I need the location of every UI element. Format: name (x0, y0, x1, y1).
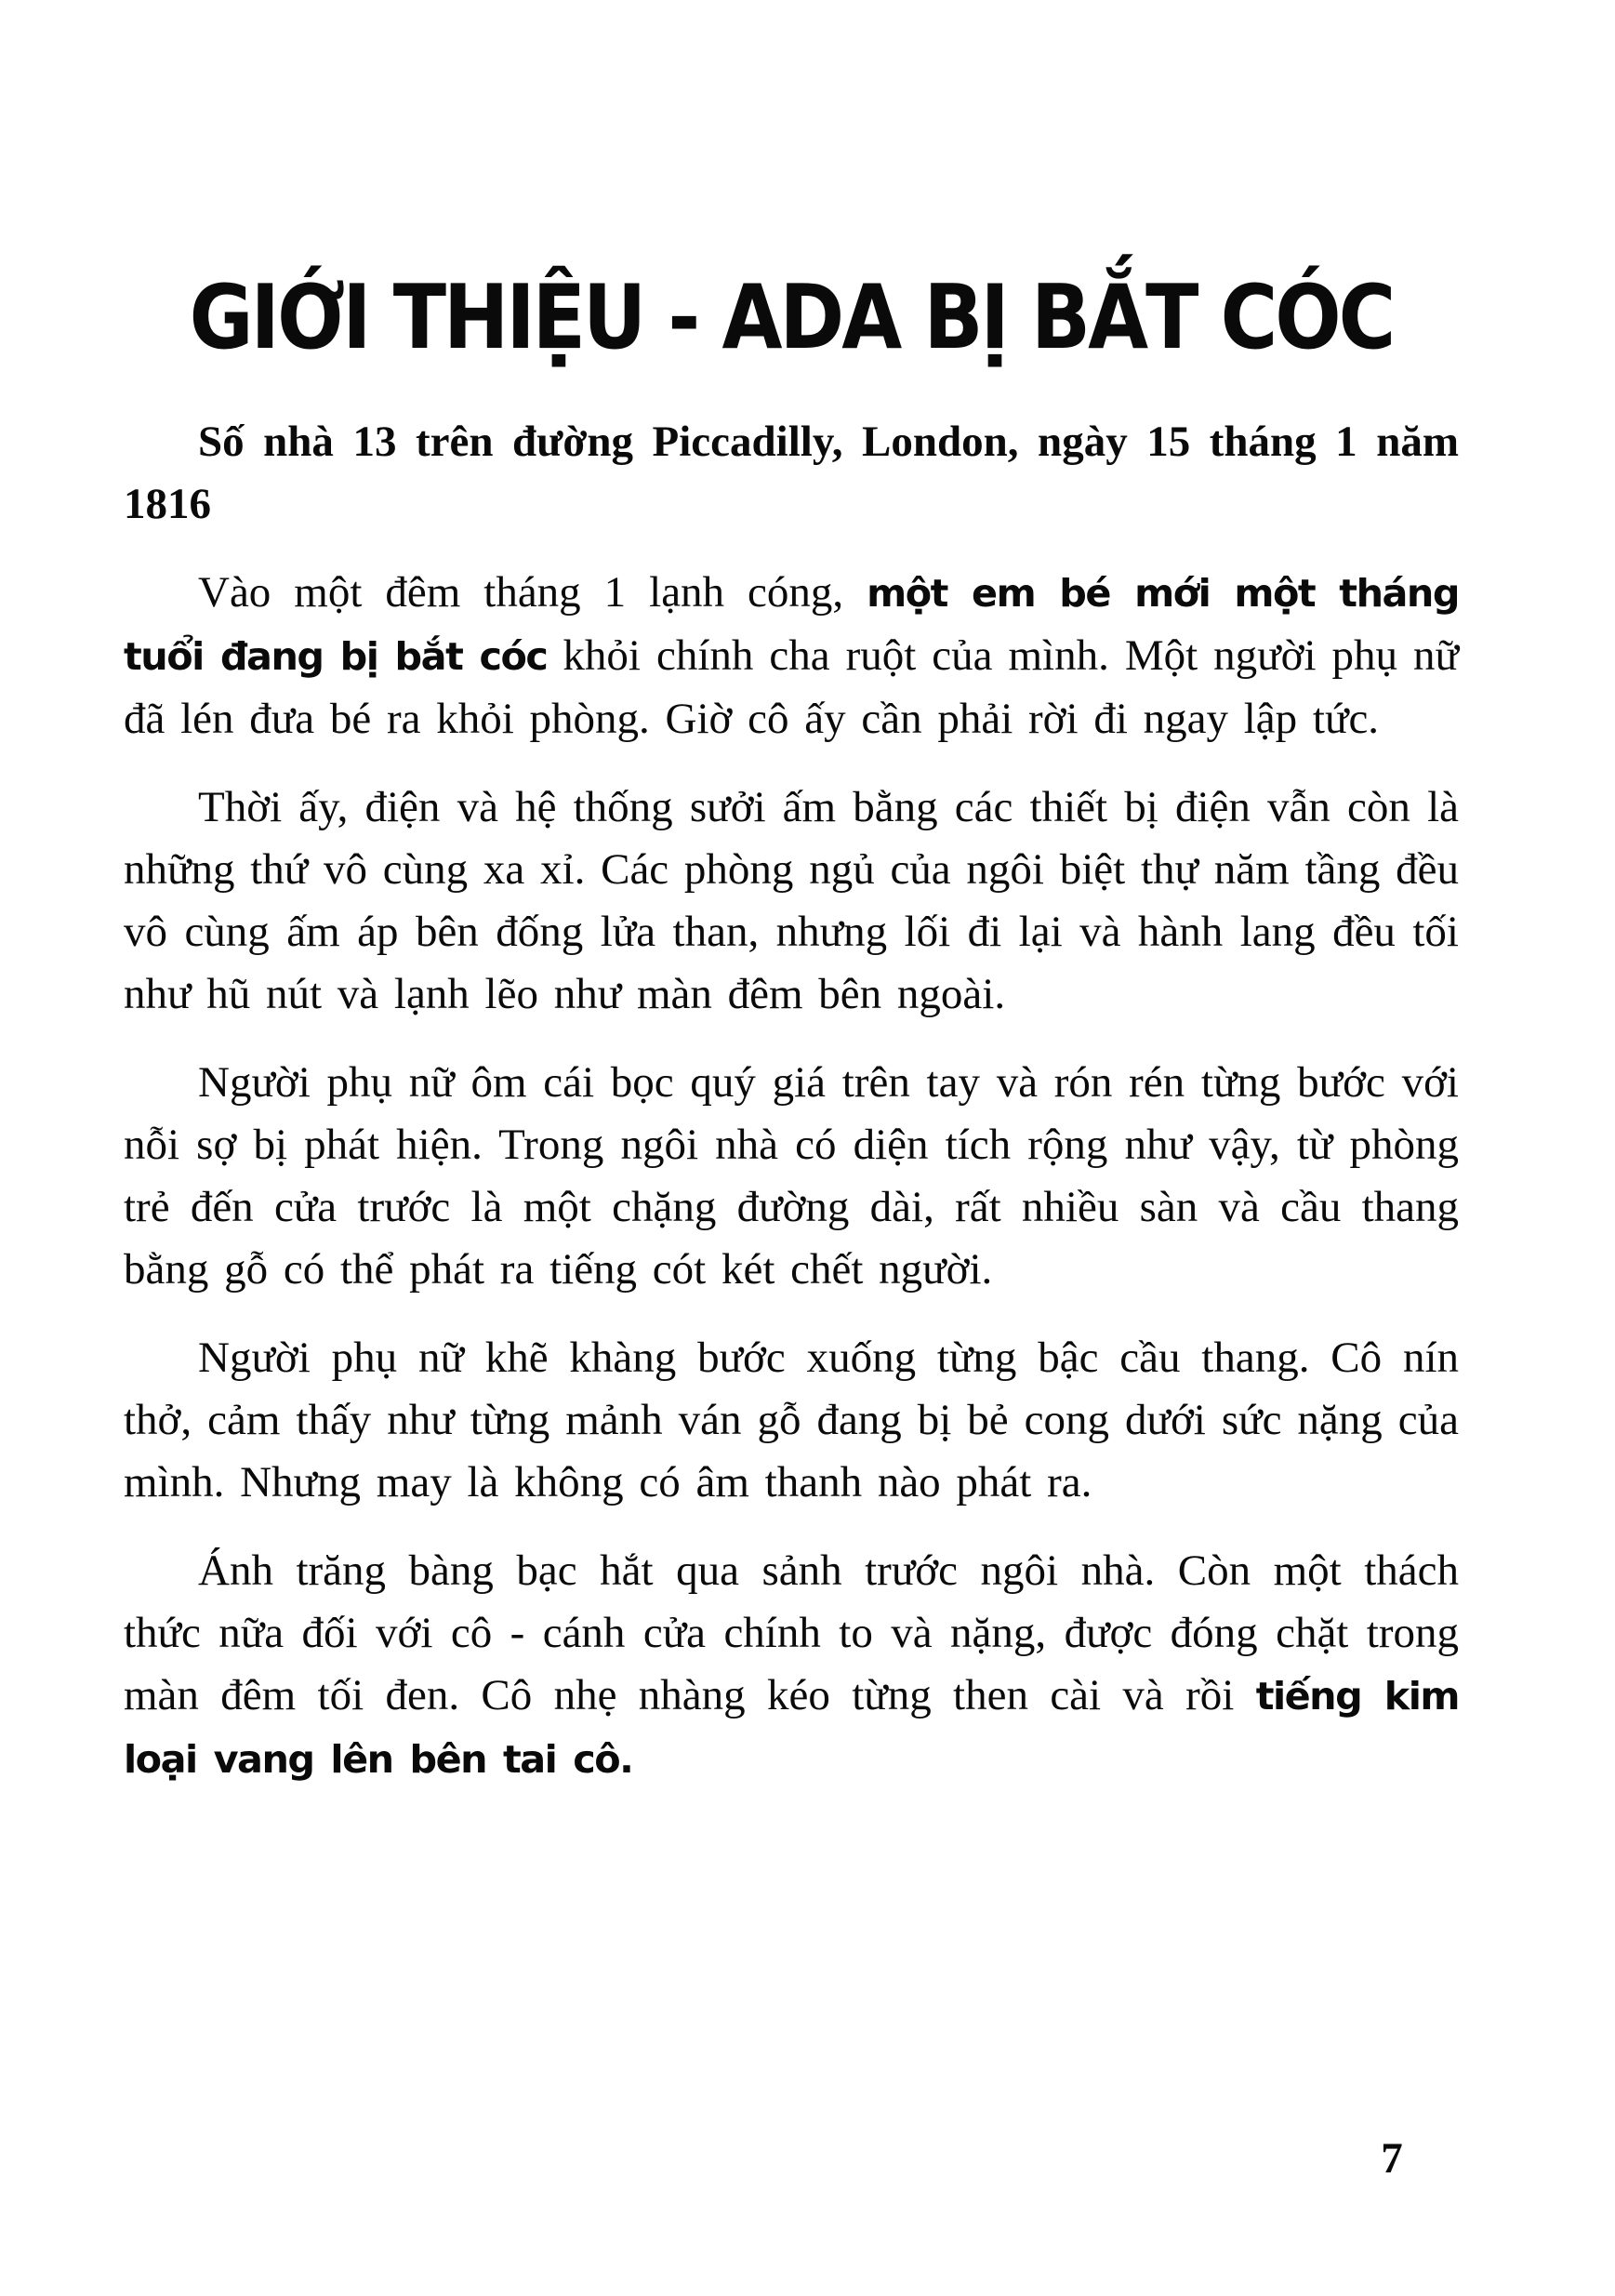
text-run-emphasis: tiếng kim loại vang lên bên tai cô. (124, 1674, 1460, 1782)
text-run: khỏi chính cha ruột của mình. Một người phụ nữ đã lén đưa bé ra khỏi phòng. Giờ cô ấy cần phải rời đi ngay lập tức. (124, 631, 1459, 743)
text-run-emphasis: một em bé mới một tháng tuổi đang bị bắt cóc (124, 571, 1459, 679)
paragraph-house (124, 776, 1459, 1026)
paragraph-dateline (124, 411, 1459, 536)
text-run: Vào một đêm tháng 1 lạnh cóng, (198, 568, 867, 617)
text-run: Người phụ nữ ôm cái bọc quý giá trên tay và rón rén từng bước với nỗi sợ bị phát hiện. Trong ngôi nhà có diện tích rộng như vậy, từ phòng trẻ đến cửa trước là một chặng đường dài, rất nhiều sàn và cầu thang bằng gỗ có thể phát ra tiếng cót két chết người. (124, 1058, 1459, 1294)
chapter-title: GIỚI THIỆU - ADA BỊ BẮT CÓC (189, 265, 1394, 369)
text-run: Số nhà 13 trên đường Piccadilly, London, ngày 15 tháng 1 năm 1816 (124, 418, 1459, 528)
text-run: Người phụ nữ khẽ khàng bước xuống từng bậc cầu thang. Cô nín thở, cảm thấy như từng mảnh ván gỗ đang bị bẻ cong dưới sức nặng của mình. Nhưng may là không có âm thanh nào phát ra. (124, 1334, 1459, 1506)
paragraph-door (124, 1540, 1459, 1791)
paragraph-stairs (124, 1327, 1459, 1514)
paragraph-sneaking (124, 1052, 1459, 1301)
paragraph-kidnap (124, 562, 1459, 750)
text-run: Thời ấy, điện và hệ thống sưởi ấm bằng các thiết bị điện vẫn còn là những thứ vô cùng xa xỉ. Các phòng ngủ của ngôi biệt thự năm tầng đều vô cùng ấm áp bên đống lửa than, nhưng lối đi lại và hành lang đều tối như hũ nút và lạnh lẽo như màn đêm bên ngoài. (124, 783, 1459, 1018)
text-run: Ánh trăng bàng bạc hắt qua sảnh trước ngôi nhà. Còn một thách thức nữa đối với cô - cánh cửa chính to và nặng, được đóng chặt trong màn đêm tối đen. Cô nhẹ nhàng kéo từng then cài và rồi (124, 1546, 1459, 1719)
page-number: 7 (1381, 2134, 1403, 2183)
